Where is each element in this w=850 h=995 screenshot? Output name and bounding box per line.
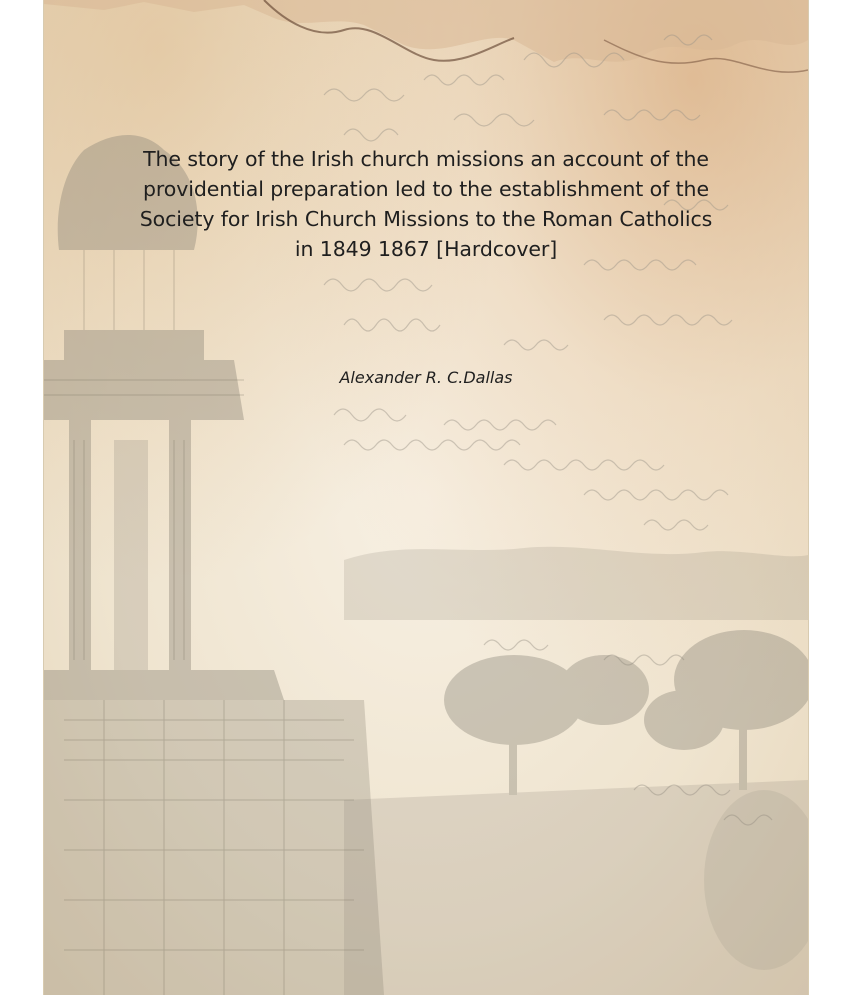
title-line: providential preparation led to the establishment of the <box>143 177 709 201</box>
book-author: Alexander R. C.Dallas <box>339 368 513 387</box>
title-line: The story of the Irish church missions an account of the <box>143 147 709 171</box>
book-cover <box>43 0 809 995</box>
title-line: Society for Irish Church Missions to the Roman Catholics <box>139 207 713 231</box>
title-line: in 1849 1867 [Hardcover] <box>294 237 558 261</box>
book-title <box>104 144 748 264</box>
